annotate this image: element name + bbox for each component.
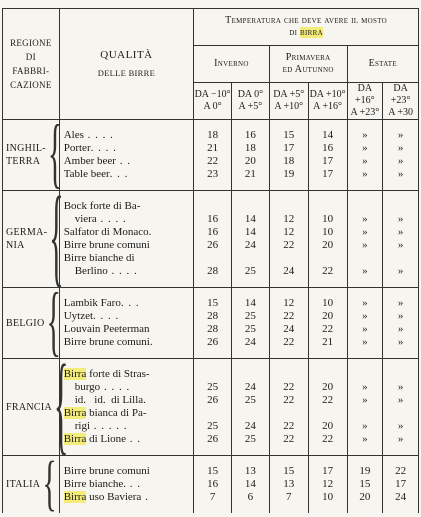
quality-cell [59,456,193,514]
value: 10 [322,297,334,309]
value-cell [194,120,232,191]
value: 15 [283,129,295,141]
region-label: ITALIA [6,479,41,490]
region-label: GERMA- [6,227,48,238]
value: 23 [207,168,219,180]
header-primavera: Primavera ed Autunno [269,46,347,83]
value [309,368,347,381]
quality-text: Uytzet [63,310,94,322]
value-cell [269,191,308,288]
table-row [3,359,419,456]
value-cell [383,288,419,359]
quality-line [64,465,193,478]
value: » [397,226,404,238]
quality-line [64,491,193,504]
value: 18 [244,142,256,154]
value: 22 [283,310,295,322]
region-cell [3,278,62,365]
value: 28 [207,310,219,322]
value: » [362,310,368,322]
value: 18 [207,129,219,141]
value: » [397,142,404,154]
value: » [397,323,404,335]
value: 17 [322,465,334,477]
value: 14 [244,478,256,490]
quality-line [64,336,193,349]
value: 17 [283,142,295,154]
quality-text: Birre brune comuni [63,239,150,251]
quality-line [64,420,193,433]
brace-icon: { [42,449,58,517]
value: 25 [244,433,256,445]
value: » [362,168,368,180]
value: 12 [283,213,295,225]
value: 14 [322,129,334,141]
value: » [362,142,368,154]
value: » [397,381,404,393]
brace-icon: { [47,110,63,197]
value: 22 [283,239,295,251]
header-col-5: DA +16° A +23° [347,83,383,120]
value [383,407,418,420]
value [348,252,383,265]
value: » [397,420,404,432]
value: » [362,129,368,141]
quality-cell [59,191,193,288]
value: 14 [244,297,256,309]
quality-line [64,368,193,381]
leader-dots: . . . . [83,129,114,141]
value: 7 [209,491,216,503]
value: » [362,265,368,277]
region-cell [3,449,60,517]
value-cell [231,359,269,456]
value: » [397,433,404,445]
value: » [362,297,368,309]
quality-line [64,433,193,446]
value [194,407,231,420]
value: 14 [244,213,256,225]
value: 19 [359,465,371,477]
quality-line [64,200,193,213]
value [232,200,269,213]
quality-text: Birre brune comuni [63,465,150,477]
highlight-birra: Birra [63,433,87,445]
quality-cell [59,120,193,191]
value: » [397,297,404,309]
value-cell [194,191,232,288]
header-col-4: DA +10° A +16° [308,83,347,120]
value: 21 [244,168,256,180]
value: 28 [207,265,219,277]
leader-dots: . . [126,433,142,445]
quality-text: Amber beer [63,155,116,167]
value: » [397,394,404,406]
value: » [362,433,368,445]
value-cell [308,191,347,288]
header-col-3: DA +5° A +10° [269,83,308,120]
quality-text: forte di Stras- [86,368,150,380]
value [348,407,383,420]
quality-text: Louvain Peeterman [63,323,150,335]
value: 24 [283,323,295,335]
quality-text: Porter [63,142,91,154]
value: 10 [322,213,334,225]
table-body [3,110,419,517]
quality-line [64,323,193,336]
value [232,407,269,420]
value [309,252,347,265]
value [194,368,231,381]
value: 22 [322,394,334,406]
value: 20 [359,491,371,503]
value: » [397,336,404,348]
value: 26 [207,239,219,251]
quality-line [64,155,193,168]
leader-dots: . . [126,478,142,490]
value: 20 [244,155,256,167]
value-cell [194,456,232,514]
value: 18 [283,155,295,167]
region-cell [3,344,69,467]
value [270,407,308,420]
quality-line [64,394,193,407]
quality-text: burgo [63,381,101,393]
value: 16 [207,226,219,238]
value: » [397,168,404,180]
header-inverno: Inverno [194,46,270,83]
header-col-6: DA +23° A +30 [383,83,419,120]
value-cell [194,359,232,456]
quality-text: Table beer [63,168,110,180]
value: 20 [322,420,334,432]
value [348,200,383,213]
value: 16 [244,129,256,141]
value-cell [269,288,308,359]
value: 28 [207,323,219,335]
quality-line [64,265,193,278]
value [270,200,308,213]
quality-text: di Lione [86,433,127,445]
value: » [362,323,368,335]
quality-cell [59,359,193,456]
region-label: INGHIL- [6,143,46,154]
value [383,200,418,213]
region-label: NIA [6,240,25,251]
value: 24 [244,336,256,348]
value [270,368,308,381]
region-label: BELGIO [6,317,45,329]
quality-text: Birre brune comuni. [63,336,153,348]
quality-text: Salfator di Monaco. [63,226,152,238]
value: 26 [207,394,219,406]
value: » [397,129,404,141]
quality-text: Ales [63,129,84,141]
highlight-birra: Birra [63,407,87,419]
quality-text: Lambik Faro [63,297,121,309]
beer-temperature-table [2,8,419,517]
value [348,368,383,381]
quality-line [64,213,193,226]
value: 22 [283,433,295,445]
value: 22 [322,265,334,277]
leader-dots: . . . . . [90,420,128,432]
quality-line [64,297,193,310]
header-temperatura: Temperatura che deve avere il mosto di birra [194,9,419,46]
value: » [397,155,404,167]
region-label: FRANCIA [6,401,52,413]
brace-icon: { [49,176,64,299]
region-cell [3,176,64,299]
value-cell [308,456,347,514]
value: 24 [283,265,295,277]
quality-text: Bock forte di Ba- [63,200,141,212]
quality-text: viera [63,213,97,225]
value: 22 [283,336,295,348]
quality-text: Birre bianche. [63,478,127,490]
value: » [397,239,404,251]
quality-line [64,252,193,265]
value: 13 [283,478,295,490]
value: 21 [207,142,219,154]
value: 24 [244,381,256,393]
value-cell [347,191,383,288]
table-row [3,120,419,191]
value: 6 [247,491,254,503]
value-cell [269,120,308,191]
leader-dots: . . . . [93,310,120,322]
value: 16 [322,142,334,154]
quality-line [64,310,193,323]
value-cell [383,120,419,191]
leader-dots: . . [115,155,131,167]
quality-text: id. id. di Lilla. [63,394,146,406]
value-cell [231,120,269,191]
value: 16 [207,213,219,225]
value: 14 [244,226,256,238]
quality-cell [59,288,193,359]
header-estate: Estate [347,46,418,83]
quality-text: Berlino [63,265,108,277]
value: 10 [322,226,334,238]
value: » [362,381,368,393]
brace-icon: { [54,344,69,467]
value: 21 [322,336,334,348]
value: 15 [283,465,295,477]
value-cell [383,359,419,456]
region-label: TERRA [6,156,41,167]
value: 26 [207,336,219,348]
value: 12 [283,226,295,238]
quality-line [64,478,193,491]
value: » [397,310,404,322]
value [194,252,231,265]
value: 20 [322,381,334,393]
value: 22 [283,381,295,393]
value [270,252,308,265]
highlight-birra: birra [300,27,323,38]
value: 13 [244,465,256,477]
value: 25 [244,323,256,335]
value: » [362,336,368,348]
value [194,200,231,213]
value: 25 [244,310,256,322]
value: 22 [322,433,334,445]
value: 22 [283,394,295,406]
leader-dots: . . . [120,297,140,309]
value: 22 [322,323,334,335]
quality-line [64,129,193,142]
value: » [397,265,404,277]
leader-dots: . . . . [100,381,131,393]
quality-text: uso Baviera [86,491,142,503]
value: » [362,239,368,251]
value [309,407,347,420]
quality-line [64,381,193,394]
value-cell [231,191,269,288]
value: 17 [395,478,407,490]
value: 25 [207,381,219,393]
value: 26 [207,433,219,445]
value: 22 [395,465,407,477]
value-cell [347,288,383,359]
value: 20 [322,310,334,322]
value: 17 [322,168,334,180]
value: 12 [283,297,295,309]
value-cell [269,359,308,456]
value: 24 [244,239,256,251]
highlight-birra: Birra [63,368,87,380]
quality-line [64,226,193,239]
value-cell [194,288,232,359]
value-cell [308,359,347,456]
value [232,368,269,381]
value: » [362,394,368,406]
value: 24 [395,491,407,503]
value [232,252,269,265]
leader-dots: . . . . [90,142,117,154]
value: 15 [359,478,371,490]
value: 7 [285,491,292,503]
quality-text: rigi [63,420,90,432]
brace-icon: { [46,278,62,365]
value-cell [231,456,269,514]
value [309,200,347,213]
value: » [362,420,368,432]
quality-line [64,168,193,181]
value-cell [269,456,308,514]
header-col-1: DA −10° A 0° [194,83,232,120]
value: 16 [207,478,219,490]
value: 17 [322,155,334,167]
quality-text: Birre bianche di [63,252,135,264]
leader-dots: . . . . [96,213,127,225]
value: 19 [283,168,295,180]
leader-dots: . . . . [107,265,138,277]
header-qualita: QUALITÀ DELLE BIRRE [59,9,193,120]
value [383,252,418,265]
value: 10 [322,491,334,503]
header-col-2: DA 0° A +5° [231,83,269,120]
value: 25 [244,394,256,406]
value-cell [347,120,383,191]
value-cell [231,288,269,359]
value: » [397,213,404,225]
quality-text: bianca di Pa- [86,407,147,419]
value: 25 [244,265,256,277]
leader-dots: . [141,491,149,503]
value: » [362,226,368,238]
value [383,368,418,381]
value-cell [383,456,419,514]
highlight-birra: Birra [63,491,87,503]
leader-dots: . . . [109,168,129,180]
table-row [3,191,419,288]
quality-line [64,142,193,155]
value: 20 [322,239,334,251]
value-cell [308,288,347,359]
value-cell [308,120,347,191]
value-cell [347,359,383,456]
quality-line [64,407,193,420]
value: 24 [244,420,256,432]
value-cell [347,456,383,514]
value: 15 [207,465,219,477]
value: » [362,155,368,167]
quality-line [64,239,193,252]
value: 15 [207,297,219,309]
value: » [362,213,368,225]
value-cell [383,191,419,288]
value: 22 [283,420,295,432]
value: 12 [322,478,334,490]
value: 22 [207,155,219,167]
header-regione: REGIONE DI FABBRI- CAZIONE [3,9,60,120]
value: 25 [207,420,219,432]
